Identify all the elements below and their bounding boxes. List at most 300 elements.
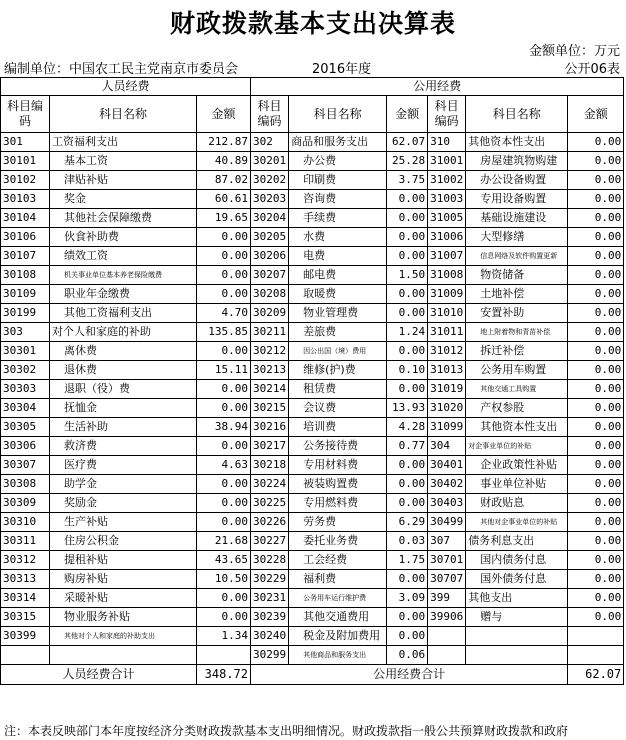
col-amount-header: 金额 (568, 96, 624, 133)
subject-code: 30315 (1, 608, 50, 627)
subject-name: 会议费 (289, 399, 387, 418)
subject-name: 拆迁补偿 (466, 342, 568, 361)
amount-value: 4.63 (197, 456, 251, 475)
subject-code: 30311 (1, 532, 50, 551)
amount-value: 1.34 (197, 627, 251, 646)
subject-code (428, 646, 466, 665)
subject-code: 30216 (251, 418, 289, 437)
amount-value: 135.85 (197, 323, 251, 342)
amount-value: 0.00 (568, 475, 624, 494)
amount-value: 0.00 (568, 247, 624, 266)
subject-code: 30224 (251, 475, 289, 494)
amount-value (197, 646, 251, 665)
subject-name: 咨询费 (289, 190, 387, 209)
amount-value: 0.00 (568, 513, 624, 532)
subject-name: 提租补贴 (50, 551, 197, 570)
subject-code: 30303 (1, 380, 50, 399)
subject-code: 30403 (428, 494, 466, 513)
amount-value: 0.00 (387, 285, 428, 304)
subject-code: 30399 (1, 627, 50, 646)
subject-code: 30229 (251, 570, 289, 589)
form-code: 公开06表 (564, 62, 620, 77)
amount-value: 0.00 (568, 399, 624, 418)
table-row (1, 342, 624, 361)
subject-code: 30307 (1, 456, 50, 475)
subject-name: 其他资本性支出 (466, 133, 568, 152)
amount-value: 43.65 (197, 551, 251, 570)
subject-name: 住房公积金 (50, 532, 197, 551)
subject-code: 31019 (428, 380, 466, 399)
subject-name: 其他对个人和家庭的补助支出 (50, 627, 197, 646)
subject-code: 30301 (1, 342, 50, 361)
amount-value: 4.70 (197, 304, 251, 323)
amount-value: 0.00 (197, 399, 251, 418)
table-row (1, 475, 624, 494)
subject-code: 31003 (428, 190, 466, 209)
subject-code: 30302 (1, 361, 50, 380)
amount-value: 25.28 (387, 152, 428, 171)
subject-name: 电费 (289, 247, 387, 266)
amount-value: 3.09 (387, 589, 428, 608)
subject-name: 助学金 (50, 475, 197, 494)
subject-code: 30202 (251, 171, 289, 190)
amount-value: 0.00 (568, 494, 624, 513)
col-name-header: 科目名称 (466, 96, 568, 133)
table-row (1, 532, 624, 551)
amount-value: 0.00 (568, 589, 624, 608)
amount-value: 19.65 (197, 209, 251, 228)
personnel-total-label: 人员经费合计 (1, 665, 197, 685)
subject-name: 被装购置费 (289, 475, 387, 494)
subject-name: 其他对企事业单位的补贴 (466, 513, 568, 532)
amount-value: 0.00 (568, 190, 624, 209)
amount-value: 0.00 (387, 456, 428, 475)
amount-value: 212.87 (197, 133, 251, 152)
subject-name: 维修(护)费 (289, 361, 387, 380)
group-header-row (1, 78, 624, 96)
subject-code: 30102 (1, 171, 50, 190)
table-row (1, 399, 624, 418)
subject-code: 302 (251, 133, 289, 152)
subject-code: 30228 (251, 551, 289, 570)
amount-value: 40.89 (197, 152, 251, 171)
amount-value: 0.00 (568, 532, 624, 551)
subject-code: 31007 (428, 247, 466, 266)
amount-value: 0.00 (568, 228, 624, 247)
subject-code: 31020 (428, 399, 466, 418)
subject-name: 培训费 (289, 418, 387, 437)
subject-code: 31005 (428, 209, 466, 228)
subject-code: 30707 (428, 570, 466, 589)
subject-name: 绩效工资 (50, 247, 197, 266)
amount-value: 0.00 (568, 209, 624, 228)
subject-code: 30701 (428, 551, 466, 570)
table-row (1, 437, 624, 456)
subject-code: 30225 (251, 494, 289, 513)
subject-name: 赠与 (466, 608, 568, 627)
subject-name: 采暖补贴 (50, 589, 197, 608)
subject-code: 30217 (251, 437, 289, 456)
amount-value: 0.00 (197, 437, 251, 456)
table-row (1, 570, 624, 589)
subject-code: 30107 (1, 247, 50, 266)
subject-code: 30209 (251, 304, 289, 323)
subject-name: 安置补助 (466, 304, 568, 323)
amount-value: 0.00 (197, 608, 251, 627)
amount-value: 0.00 (387, 228, 428, 247)
subject-name: 津贴补贴 (50, 171, 197, 190)
subject-code: 31099 (428, 418, 466, 437)
expenditure-table (0, 77, 624, 685)
table-row (1, 266, 624, 285)
amount-value: 0.00 (568, 361, 624, 380)
amount-value: 0.00 (568, 323, 624, 342)
amount-value (568, 646, 624, 665)
subject-code: 30313 (1, 570, 50, 589)
amount-value: 0.00 (387, 608, 428, 627)
subject-code: 30499 (428, 513, 466, 532)
subject-code: 31010 (428, 304, 466, 323)
amount-value: 0.00 (568, 608, 624, 627)
subject-code: 39906 (428, 608, 466, 627)
subject-code: 30212 (251, 342, 289, 361)
amount-value: 0.00 (568, 171, 624, 190)
subject-code: 30103 (1, 190, 50, 209)
subject-code: 30211 (251, 323, 289, 342)
subject-name: 医疗费 (50, 456, 197, 475)
subject-code: 30199 (1, 304, 50, 323)
amount-value: 21.68 (197, 532, 251, 551)
subject-name: 企业政策性补贴 (466, 456, 568, 475)
amount-value: 0.00 (197, 285, 251, 304)
subject-name (466, 646, 568, 665)
subject-name: 邮电费 (289, 266, 387, 285)
subject-code: 31009 (428, 285, 466, 304)
amount-value: 1.24 (387, 323, 428, 342)
amount-value: 0.00 (568, 437, 624, 456)
public-total-amount: 62.07 (568, 665, 624, 685)
subject-name: 机关事业单位基本养老保险缴费 (50, 266, 197, 285)
column-header-row (1, 96, 624, 133)
public-header: 公用经费 (251, 78, 624, 96)
amount-value: 10.50 (197, 570, 251, 589)
subject-name: 物业服务补贴 (50, 608, 197, 627)
subject-code: 31008 (428, 266, 466, 285)
subject-name: 其他社会保障缴费 (50, 209, 197, 228)
public-total-label: 公用经费合计 (251, 665, 568, 685)
table-row (1, 285, 624, 304)
subject-name: 离休费 (50, 342, 197, 361)
table-row (1, 152, 624, 171)
footnote: 注：本表反映部门本年度按经济分类财政拨款基本支出明细情况。财政拨款指一般公共预算财政拨款和政府 (4, 724, 569, 738)
subject-code: 31013 (428, 361, 466, 380)
subject-code: 30227 (251, 532, 289, 551)
subject-name: 专用燃料费 (289, 494, 387, 513)
subject-name: 生活补助 (50, 418, 197, 437)
amount-value (568, 627, 624, 646)
subject-code: 30104 (1, 209, 50, 228)
subject-code: 30308 (1, 475, 50, 494)
subject-name: 福利费 (289, 570, 387, 589)
subject-name: 公务接待费 (289, 437, 387, 456)
subject-name: 奖励金 (50, 494, 197, 513)
subject-name: 办公设备购置 (466, 171, 568, 190)
subject-name: 公务用车购置 (466, 361, 568, 380)
table-row (1, 209, 624, 228)
subject-name: 房屋建筑物购建 (466, 152, 568, 171)
subject-code: 31001 (428, 152, 466, 171)
subject-code: 30106 (1, 228, 50, 247)
subject-name: 大型修缮 (466, 228, 568, 247)
subject-name: 工会经费 (289, 551, 387, 570)
subject-code: 30214 (251, 380, 289, 399)
amount-value: 0.00 (197, 266, 251, 285)
subject-code: 303 (1, 323, 50, 342)
subject-name: 其他工资福利支出 (50, 304, 197, 323)
subject-name: 购房补贴 (50, 570, 197, 589)
col-amount-header: 金额 (387, 96, 428, 133)
subject-code: 30312 (1, 551, 50, 570)
subject-name: 基本工资 (50, 152, 197, 171)
subject-code: 30208 (251, 285, 289, 304)
subject-name: 国外债务付息 (466, 570, 568, 589)
subject-name: 救济费 (50, 437, 197, 456)
report-meta (0, 57, 626, 75)
amount-value: 0.00 (387, 380, 428, 399)
subject-code: 30299 (251, 646, 289, 665)
totals-row (1, 665, 624, 685)
amount-value: 0.00 (568, 342, 624, 361)
subject-name: 退休费 (50, 361, 197, 380)
subject-code: 304 (428, 437, 466, 456)
page-title: 财政拨款基本支出决算表 (169, 9, 456, 38)
table-row (1, 589, 624, 608)
amount-value: 0.00 (387, 209, 428, 228)
amount-value: 0.77 (387, 437, 428, 456)
subject-code (1, 646, 50, 665)
table-row (1, 247, 624, 266)
unit-label: 金额单位：万元 (528, 44, 620, 59)
subject-name: 其他交通工具购置 (466, 380, 568, 399)
subject-code: 399 (428, 589, 466, 608)
subject-code: 30304 (1, 399, 50, 418)
amount-value: 0.06 (387, 646, 428, 665)
subject-name: 国内债务付息 (466, 551, 568, 570)
subject-code: 30402 (428, 475, 466, 494)
col-name-header: 科目名称 (289, 96, 387, 133)
subject-code: 30206 (251, 247, 289, 266)
amount-value: 1.50 (387, 266, 428, 285)
amount-value: 3.75 (387, 171, 428, 190)
org-label: 编制单位：中国农工民主党南京市委员会 (4, 62, 239, 77)
subject-name: 其他支出 (466, 589, 568, 608)
amount-value: 38.94 (197, 418, 251, 437)
subject-code: 301 (1, 133, 50, 152)
subject-code: 31011 (428, 323, 466, 342)
table-row (1, 494, 624, 513)
subject-name: 专用材料费 (289, 456, 387, 475)
subject-name: 印刷费 (289, 171, 387, 190)
amount-value: 0.00 (197, 513, 251, 532)
subject-code: 30305 (1, 418, 50, 437)
subject-code: 30306 (1, 437, 50, 456)
table-row (1, 133, 624, 152)
subject-name: 基础设施建设 (466, 209, 568, 228)
subject-name (466, 627, 568, 646)
table-row (1, 646, 624, 665)
subject-name: 其他商品和服务支出 (289, 646, 387, 665)
amount-value: 0.00 (568, 551, 624, 570)
subject-code: 31002 (428, 171, 466, 190)
amount-value: 62.07 (387, 133, 428, 152)
subject-name: 差旅费 (289, 323, 387, 342)
table-row (1, 171, 624, 190)
amount-value: 0.00 (568, 570, 624, 589)
amount-value: 0.00 (197, 228, 251, 247)
col-name-header: 科目名称 (50, 96, 197, 133)
subject-code: 30101 (1, 152, 50, 171)
subject-code: 30226 (251, 513, 289, 532)
amount-value: 4.28 (387, 418, 428, 437)
subject-code: 31006 (428, 228, 466, 247)
subject-code: 30310 (1, 513, 50, 532)
table-row (1, 627, 624, 646)
col-code-header: 科目编码 (428, 96, 466, 133)
amount-value: 0.00 (387, 190, 428, 209)
subject-name: 劳务费 (289, 513, 387, 532)
amount-value: 15.11 (197, 361, 251, 380)
subject-code: 30215 (251, 399, 289, 418)
amount-value: 13.93 (387, 399, 428, 418)
subject-code (428, 627, 466, 646)
subject-code: 30203 (251, 190, 289, 209)
subject-code: 307 (428, 532, 466, 551)
subject-name: 税金及附加费用 (289, 627, 387, 646)
subject-code: 30207 (251, 266, 289, 285)
subject-name: 财政贴息 (466, 494, 568, 513)
amount-value: 0.00 (387, 475, 428, 494)
subject-code: 30213 (251, 361, 289, 380)
table-row (1, 551, 624, 570)
amount-value: 0.00 (197, 342, 251, 361)
subject-code: 30204 (251, 209, 289, 228)
amount-value: 0.00 (387, 570, 428, 589)
subject-name: 其他交通费用 (289, 608, 387, 627)
subject-code: 30205 (251, 228, 289, 247)
subject-name: 水费 (289, 228, 387, 247)
amount-value: 1.75 (387, 551, 428, 570)
col-code-header: 科目编码 (1, 96, 50, 133)
subject-code: 30109 (1, 285, 50, 304)
subject-name: 职业年金缴费 (50, 285, 197, 304)
subject-name: 公务用车运行维护费 (289, 589, 387, 608)
subject-name: 工资福利支出 (50, 133, 197, 152)
subject-name: 债务利息支出 (466, 532, 568, 551)
subject-name: 办公费 (289, 152, 387, 171)
subject-code: 30239 (251, 608, 289, 627)
subject-code: 30240 (251, 627, 289, 646)
amount-value: 0.00 (568, 380, 624, 399)
subject-code: 310 (428, 133, 466, 152)
subject-name: 商品和服务支出 (289, 133, 387, 152)
amount-value: 0.00 (197, 475, 251, 494)
subject-name: 产权参股 (466, 399, 568, 418)
amount-value: 0.00 (568, 152, 624, 171)
amount-value: 0.10 (387, 361, 428, 380)
personnel-header: 人员经费 (1, 78, 251, 96)
table-row (1, 456, 624, 475)
amount-value: 0.00 (197, 380, 251, 399)
table-row (1, 190, 624, 209)
subject-name: 地上附着物和青苗补偿 (466, 323, 568, 342)
amount-value: 0.00 (387, 494, 428, 513)
subject-name: 事业单位补贴 (466, 475, 568, 494)
amount-value: 0.00 (568, 304, 624, 323)
table-row (1, 418, 624, 437)
amount-value: 0.00 (568, 133, 624, 152)
col-code-header: 科目编码 (251, 96, 289, 133)
table-row (1, 380, 624, 399)
amount-value: 0.00 (197, 494, 251, 513)
subject-name: 生产补贴 (50, 513, 197, 532)
subject-code: 30309 (1, 494, 50, 513)
subject-code: 31012 (428, 342, 466, 361)
subject-name (50, 646, 197, 665)
subject-code: 30108 (1, 266, 50, 285)
subject-name: 取暖费 (289, 285, 387, 304)
amount-value: 0.00 (197, 589, 251, 608)
amount-value: 0.00 (387, 304, 428, 323)
subject-name: 抚恤金 (50, 399, 197, 418)
subject-code: 30231 (251, 589, 289, 608)
amount-value: 6.29 (387, 513, 428, 532)
subject-name: 信息网络及软件购置更新 (466, 247, 568, 266)
subject-code: 30201 (251, 152, 289, 171)
subject-code: 30218 (251, 456, 289, 475)
table-row (1, 608, 624, 627)
subject-name: 因公出国（境）费用 (289, 342, 387, 361)
amount-value: 0.00 (568, 456, 624, 475)
amount-value: 0.00 (387, 627, 428, 646)
table-row (1, 304, 624, 323)
table-row (1, 361, 624, 380)
amount-value: 87.02 (197, 171, 251, 190)
amount-value: 0.00 (568, 266, 624, 285)
col-amount-header: 金额 (197, 96, 251, 133)
year-label: 2016年度 (312, 62, 372, 77)
subject-name: 专用设备购置 (466, 190, 568, 209)
subject-name: 对企事业单位的补贴 (466, 437, 568, 456)
amount-value: 0.00 (568, 285, 624, 304)
subject-name: 奖金 (50, 190, 197, 209)
subject-name: 手续费 (289, 209, 387, 228)
subject-name: 对个人和家庭的补助 (50, 323, 197, 342)
amount-value: 0.00 (568, 418, 624, 437)
amount-value: 60.61 (197, 190, 251, 209)
subject-name: 物业管理费 (289, 304, 387, 323)
subject-name: 租赁费 (289, 380, 387, 399)
table-row (1, 513, 624, 532)
subject-name: 土地补偿 (466, 285, 568, 304)
subject-name: 伙食补助费 (50, 228, 197, 247)
subject-code: 30314 (1, 589, 50, 608)
subject-name: 委托业务费 (289, 532, 387, 551)
subject-name: 退职（役）费 (50, 380, 197, 399)
amount-value: 0.00 (197, 247, 251, 266)
table-row (1, 323, 624, 342)
amount-value: 0.00 (387, 342, 428, 361)
table-row (1, 228, 624, 247)
